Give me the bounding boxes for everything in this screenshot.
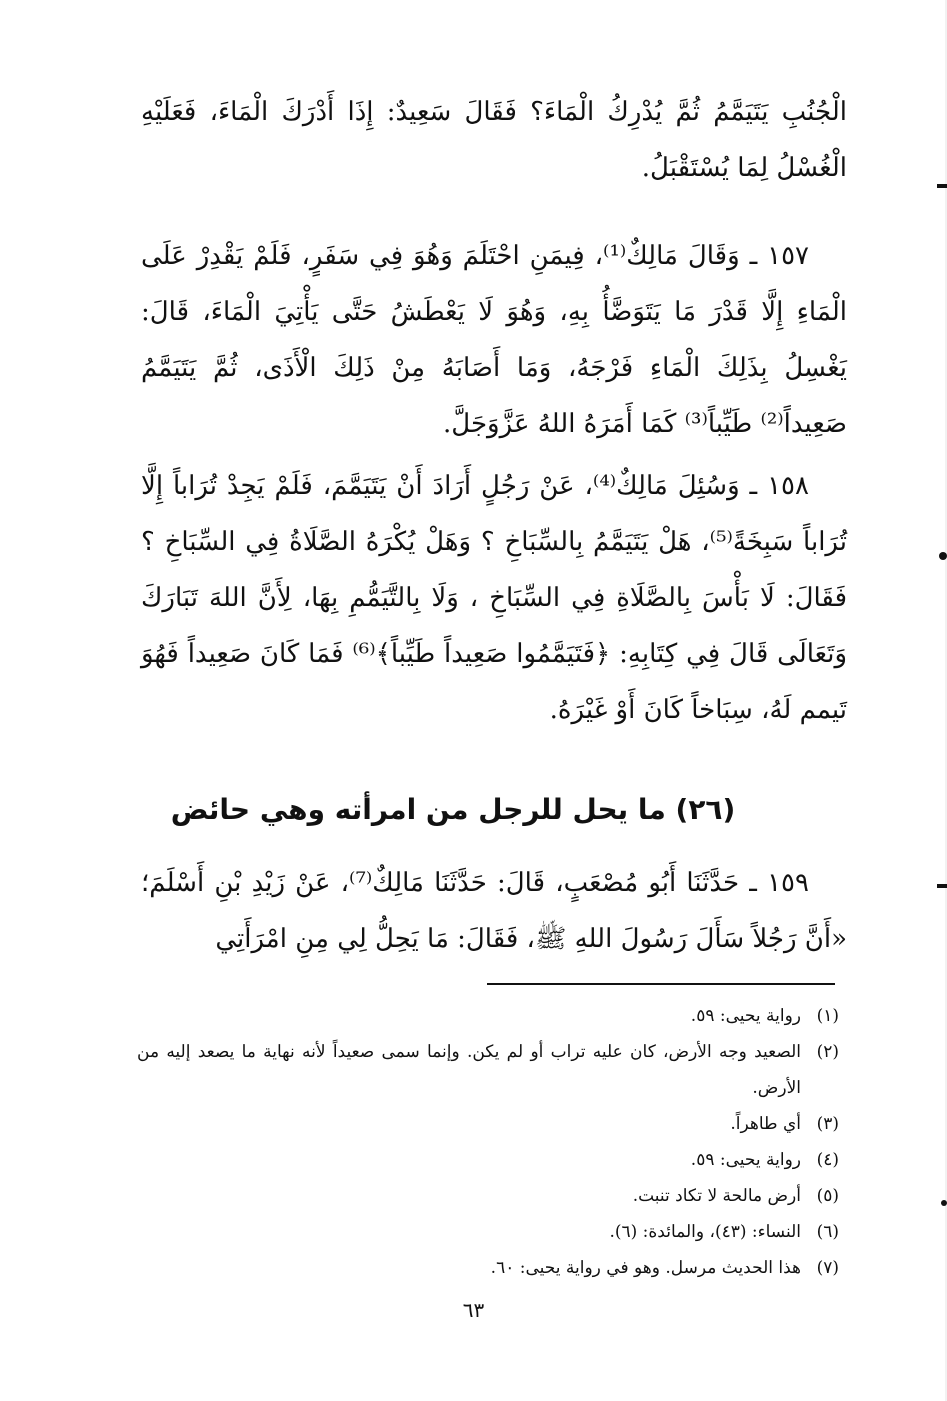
footnote-number: (٤): [816, 1150, 839, 1170]
footnote-item: [137, 1106, 839, 1142]
paragraph-continuation: الْجُنُبِ يَتَيَمَّمُ ثُمَّ يُدْرِكُ الْمَاءَ؟ فَقَالَ سَعِيدٌ: إِذَا أَدْرَكَ الْمَاءَ، فَعَلَيْهِ الْغُسْلُ لِمَا يُسْتَقْبَلُ.: [141, 97, 847, 183]
footnotes-list: [137, 998, 839, 1286]
footnote-text: رواية يحيى: ٥٩.: [690, 1150, 801, 1170]
footnote-number: (٦): [816, 1222, 839, 1242]
page-number: ٦٣: [462, 1298, 485, 1322]
binding-mark: [937, 184, 947, 188]
footnote-text: الصعيد وجه الأرض، كان عليه تراب أو لم يكن. وإنما سمى صعيداً لأنه نهاية ما يصعد إليه من الأرض.: [137, 1042, 801, 1098]
footnote-number: (٧): [816, 1258, 839, 1278]
footnote-item: [137, 1250, 839, 1286]
footnote-item: [137, 1178, 839, 1214]
footnote-number: (٢): [816, 1042, 839, 1062]
paragraph-159: ١٥٩ ـ حَدَّثَنَا أَبُو مُصْعَبٍ، قَالَ: حَدَّثَنَا مَالِكٌ⁽⁷⁾، عَنْ زَيْدِ بْنِ أَسْلَمَ؛ «أَنَّ رَجُلاً سَأَلَ رَسُولَ اللهِ ﷺ، فَقَالَ: مَا يَحِلُّ لِي مِنِ امْرَأَتِي: [141, 868, 847, 954]
footnote-item: [137, 1034, 839, 1106]
binding-mark: [939, 552, 947, 560]
binding-mark: [937, 884, 947, 888]
footnote-item: [137, 998, 839, 1034]
footnote-text: أرض مالحة لا تكاد تنبت.: [632, 1186, 801, 1206]
footnote-text: أي طاهراً.: [730, 1114, 801, 1134]
paragraph-158: ١٥٨ ـ وَسُئِلَ مَالِكٌ⁽⁴⁾، عَنْ رَجُلٍ أَرَادَ أَنْ يَتَيَمَّمَ، فَلَمْ يَجِدْ تُرَاباً إِلَّا تُرَاباً سَبِخَةً⁽⁵⁾، هَلْ يَتَيَمَّمُ بِالسِّبَاخِ ؟ وَهَلْ يُكْرَهُ الصَّلَاةُ فِي السِّبَاخِ ؟ فَقَالَ: لَا بَأْسَ بِالصَّلَاةِ فِي السِّبَاخِ ، وَلَا بِالتَّيَمُّمِ بِهَا، لِأَنَّ اللهَ تَبَارَكَ وَتَعَالَى قَالَ فِي كِتَابِهِ: ﴿فَتَيَمَّمُوا صَعِيداً طَيِّباً﴾⁽⁶⁾ فَمَا كَانَ صَعِيداً فَهُوَ تَيمم لَهُ، سِبَاخاً كَانَ أَوْ غَيْرَهُ.: [141, 471, 848, 725]
binding-mark: [941, 1200, 947, 1206]
footnote-number: (٥): [816, 1186, 839, 1206]
footnote-text: هذا الحديث مرسل. وهو في رواية يحيى: ٦٠.: [490, 1258, 801, 1278]
footnote-item: [137, 1214, 839, 1250]
footnote-text: رواية يحيى: ٥٩.: [690, 1006, 801, 1026]
footnote-item: [137, 1142, 839, 1178]
footnote-number: (٣): [816, 1114, 839, 1134]
chapter-heading: (٢٦) ما يحل للرجل من امرأته وهي حائض: [170, 793, 736, 826]
footnote-text: النساء: (٤٣)، والمائدة: (٦).: [609, 1222, 801, 1242]
footnote-separator: [487, 983, 835, 985]
paragraph-157: ١٥٧ ـ وَقَالَ مَالِكٌ⁽¹⁾، فِيمَنِ احْتَلَمَ وَهُوَ فِي سَفَرٍ، فَلَمْ يَقْدِرْ عَلَى الْمَاءِ إِلَّا قَدْرَ مَا يَتَوَضَّأُ بِهِ، وَهُوَ لَا يَعْطَشُ حَتَّى يَأْتِيَ الْمَاءَ، قَالَ: يَغْسِلُ بِذَلِكَ الْمَاءِ فَرْجَهُ، وَمَا أَصَابَهُ مِنْ ذَلِكَ الْأَذَى، ثُمَّ يَتَيَمَّمُ صَعِيداً⁽²⁾ طَيِّباً⁽³⁾ كَمَا أَمَرَهُ اللهُ عَزَّوَجَلَّ.: [141, 241, 847, 439]
footnote-number: (١): [816, 1006, 839, 1026]
